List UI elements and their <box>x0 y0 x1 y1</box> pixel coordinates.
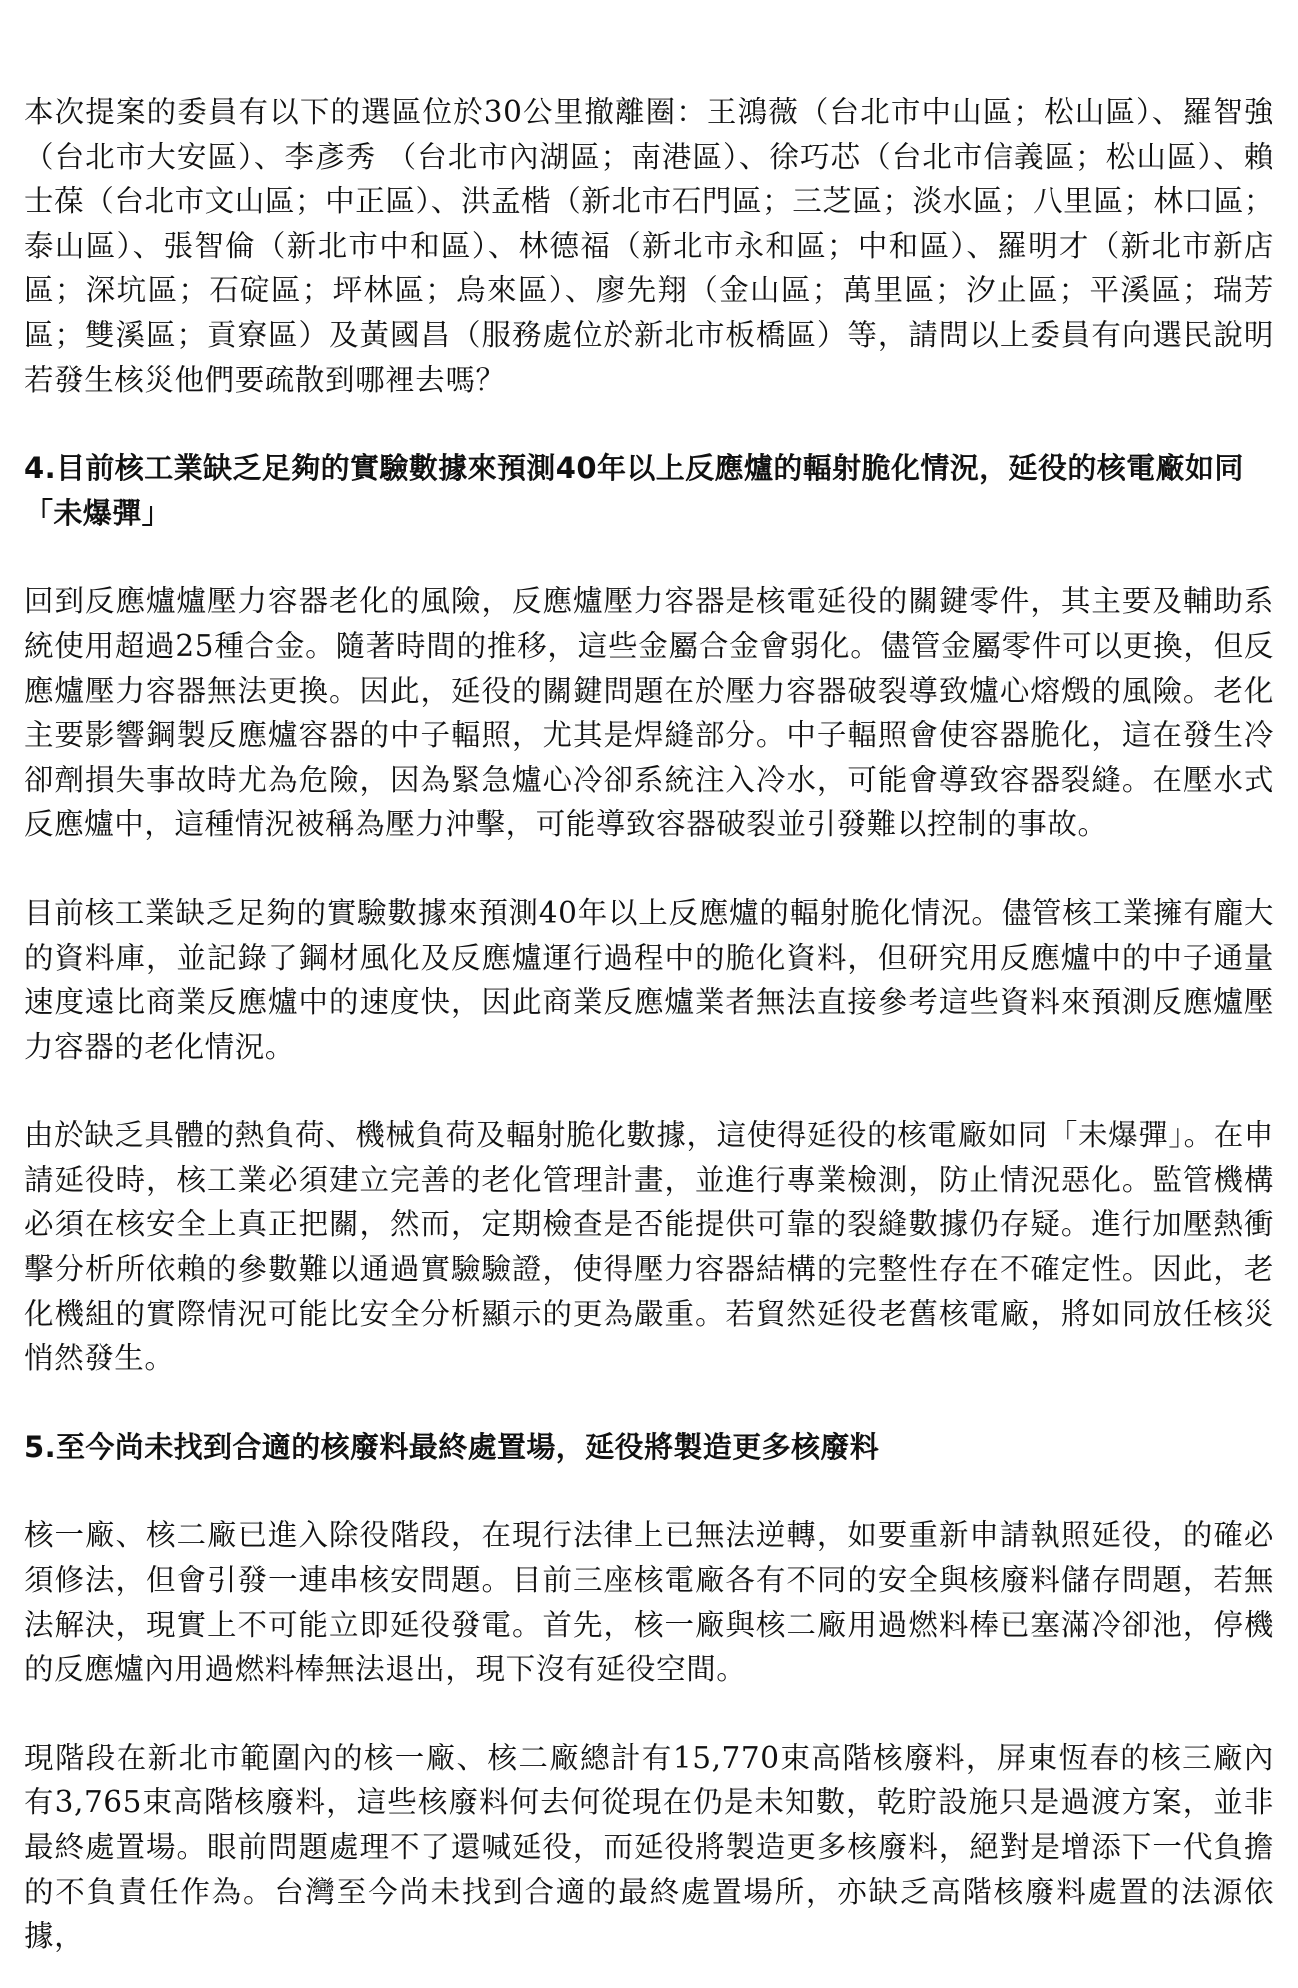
paragraph-evacuation-legislators: 本次提案的委員有以下的選區位於30公里撤離圈：王鴻薇（台北市中山區；松山區）、羅智強（台北市大安區）、李彥秀 （台北市內湖區；南港區）、徐巧芯（台北市信義區；松山區）、賴士葆（台北市文山區；中正區）、洪孟楷（新北市石門區；三芝區；淡水區；八里區；林口區；泰山區）、張智倫（新北市中和區）、林德福（新北市永和區；中和區）、羅明才（新北市新店區；深坑區；石碇區；坪林區；烏來區）、廖先翔（金山區；萬里區；汐止區；平溪區；瑞芳區；雙溪區；貢寮區）及黃國昌（服務處位於新北市板橋區）等，請問以上委員有向選民說明若發生核災他們要疏散到哪裡去嗎？ <box>24 95 1274 397</box>
paragraph-insufficient-data: 目前核工業缺乏足夠的實驗數據來預測40年以上反應爐的輻射脆化情況。儘管核工業擁有龐大的資料庫，並記錄了鋼材風化及反應爐運行過程中的脆化資料，但研究用反應爐中的中子通量速度遠比商業反應爐中的速度快，因此商業反應爐業者無法直接參考這些資料來預測反應爐壓力容器的老化情況。 <box>24 895 1274 1064</box>
paragraph-unexploded-bomb: 由於缺乏具體的熱負荷、機械負荷及輻射脆化數據，這使得延役的核電廠如同「未爆彈」。在申請延役時，核工業必須建立完善的老化管理計畫，並進行專業檢測，防止情況惡化。監管機構必須在核安全上真正把關，然而，定期檢查是否能提供可靠的裂縫數據仍存疑。進行加壓熱衝擊分析所依賴的參數難以通過實驗驗證，使得壓力容器結構的完整性存在不確定性。因此，老化機組的實際情況可能比安全分析顯示的更為嚴重。若貿然延役老舊核電廠，將如同放任核災悄然發生。 <box>24 1118 1274 1376</box>
paragraph-decommissioning: 核一廠、核二廠已進入除役階段，在現行法律上已無法逆轉，如要重新申請執照延役，的確必須修法，但會引發一連串核安問題。目前三座核電廠各有不同的安全與核廢料儲存問題，若無法解決，現實上不可能立即延役發電。首先，核一廠與核二廠用過燃料棒已塞滿冷卻池，停機的反應爐內用過燃料棒無法退出，現下沒有延役空間。 <box>24 1518 1274 1687</box>
section-heading-4: 4.目前核工業缺乏足夠的實驗數據來預測40年以上反應爐的輻射脆化情況，延役的核電廠如同「未爆彈」 <box>24 451 1244 530</box>
paragraph-pressure-vessel-aging: 回到反應爐爐壓力容器老化的風險，反應爐壓力容器是核電延役的關鍵零件，其主要及輔助系統使用超過25種合金。隨著時間的推移，這些金屬合金會弱化。儘管金屬零件可以更換，但反應爐壓力容器無法更換。因此，延役的關鍵問題在於壓力容器破裂導致爐心熔燬的風險。老化主要影響鋼製反應爐容器的中子輻照，尤其是焊縫部分。中子輻照會使容器脆化，這在發生冷卻劑損失事故時尤為危險，因為緊急爐心冷卻系統注入冷水，可能會導致容器裂縫。在壓水式反應爐中，這種情況被稱為壓力沖擊，可能導致容器破裂並引發難以控制的事故。 <box>24 584 1274 842</box>
document-page <box>24 90 1274 1959</box>
paragraph-nuclear-waste: 現階段在新北市範圍內的核一廠、核二廠總計有15,770束高階核廢料，屏東恆春的核三廠內有3,765束高階核廢料，這些核廢料何去何從現在仍是未知數，乾貯設施只是過渡方案，並非最終處置場。眼前問題處理不了還喊延役，而延役將製造更多核廢料，絕對是增添下一代負擔的不負責任作為。台灣至今尚未找到合適的最終處置場所，亦缺乏高階核廢料處置的法源依據， <box>24 1740 1274 1954</box>
section-heading-5: 5.至今尚未找到合適的核廢料最終處置場，延役將製造更多核廢料 <box>24 1429 880 1464</box>
